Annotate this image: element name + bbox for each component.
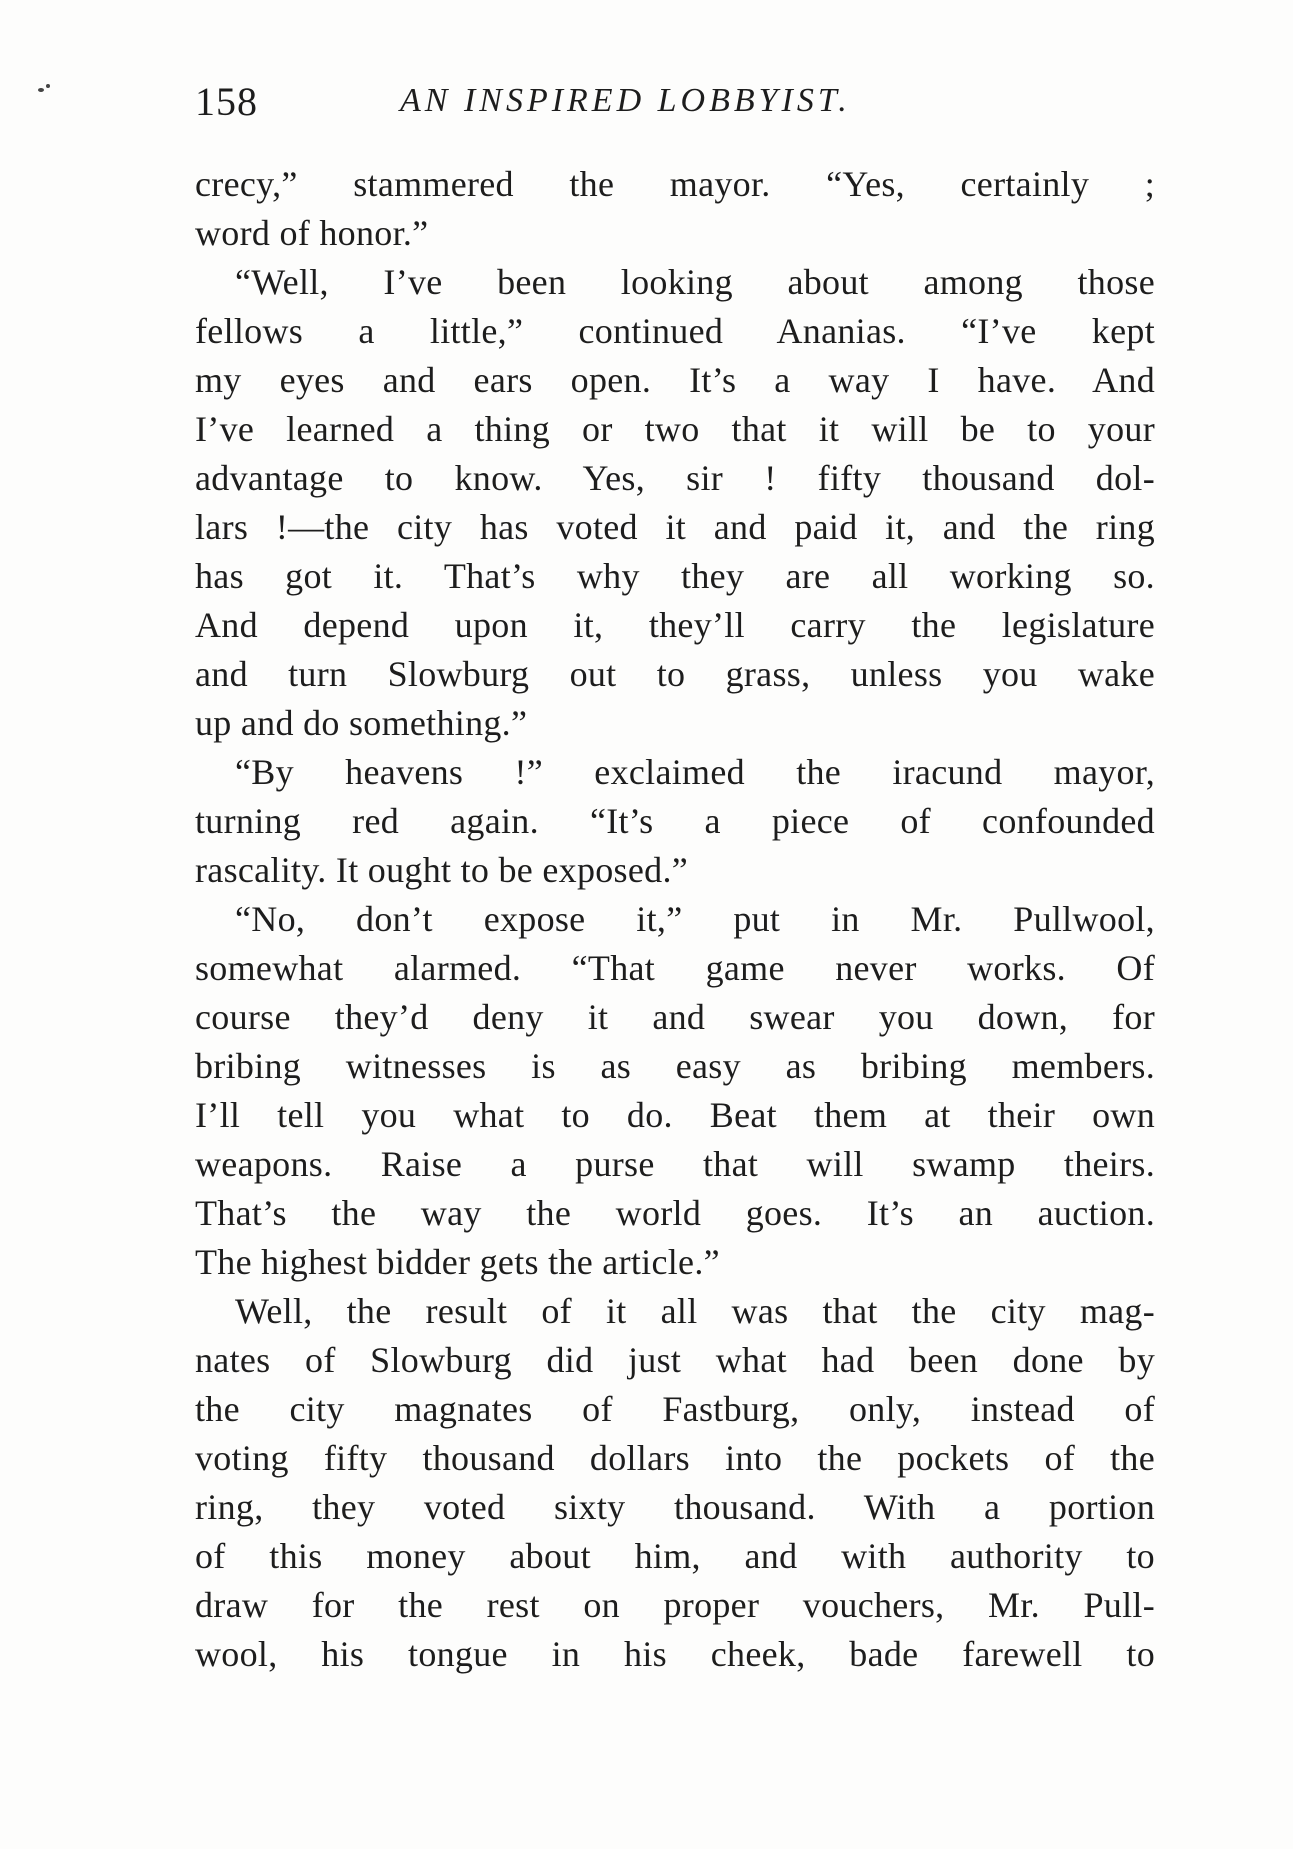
text-line: the city magnates of Fastburg, only, instead of xyxy=(195,1389,1155,1429)
text-line: The highest bidder gets the article.” xyxy=(195,1242,720,1282)
text-line: course they’d deny it and swear you down, for xyxy=(195,997,1155,1037)
page-number: 158 xyxy=(195,79,258,124)
text-line: my eyes and ears open. It’s a way I have. And xyxy=(195,360,1155,400)
text-line: fellows a little,” continued Ananias. “I’ve kept xyxy=(195,311,1155,351)
text-line: and turn Slowburg out to grass, unless you wake xyxy=(195,654,1155,694)
text-line: has got it. That’s why they are all working so. xyxy=(195,556,1155,596)
text-line: Well, the result of it all was that the city mag- xyxy=(235,1291,1155,1331)
text-line: word of honor.” xyxy=(195,213,429,253)
text-line: up and do something.” xyxy=(195,703,528,743)
text-line: turning red again. “It’s a piece of confounded xyxy=(195,801,1155,841)
text-line: of this money about him, and with authority to xyxy=(195,1536,1155,1576)
text-line: And depend upon it, they’ll carry the legislature xyxy=(195,605,1155,645)
text-line: I’ll tell you what to do. Beat them at their own xyxy=(195,1095,1155,1135)
text-line: voting fifty thousand dollars into the pockets of the xyxy=(195,1438,1155,1478)
text-line: crecy,” stammered the mayor. “Yes, certainly ; xyxy=(195,164,1155,204)
text-line: draw for the rest on proper vouchers, Mr. Pull- xyxy=(195,1585,1155,1625)
text-line: “Well, I’ve been looking about among those xyxy=(235,262,1155,302)
text-line: wool, his tongue in his cheek, bade farewell to xyxy=(195,1634,1155,1674)
text-line: advantage to know. Yes, sir ! fifty thousand dol- xyxy=(195,458,1155,498)
text-line: lars !—the city has voted it and paid it, and the ring xyxy=(195,507,1155,547)
print-speck xyxy=(38,88,44,92)
text-line: ring, they voted sixty thousand. With a portion xyxy=(195,1487,1155,1527)
text-line: I’ve learned a thing or two that it will be to your xyxy=(195,409,1155,449)
text-line: nates of Slowburg did just what had been done by xyxy=(195,1340,1155,1380)
text-line: That’s the way the world goes. It’s an auction. xyxy=(195,1193,1155,1233)
running-head xyxy=(195,78,1155,138)
text-line: bribing witnesses is as easy as bribing members. xyxy=(195,1046,1155,1086)
body-text xyxy=(195,160,1155,1679)
running-title: AN INSPIRED LOBBYIST. xyxy=(400,82,851,119)
text-line: rascality. It ought to be exposed.” xyxy=(195,850,689,890)
text-line: weapons. Raise a purse that will swamp theirs. xyxy=(195,1144,1155,1184)
text-line: somewhat alarmed. “That game never works. Of xyxy=(195,948,1155,988)
text-line: “By heavens !” exclaimed the iracund mayor, xyxy=(235,752,1155,792)
text-line: “No, don’t expose it,” put in Mr. Pullwool, xyxy=(235,899,1155,939)
print-speck xyxy=(46,84,50,88)
